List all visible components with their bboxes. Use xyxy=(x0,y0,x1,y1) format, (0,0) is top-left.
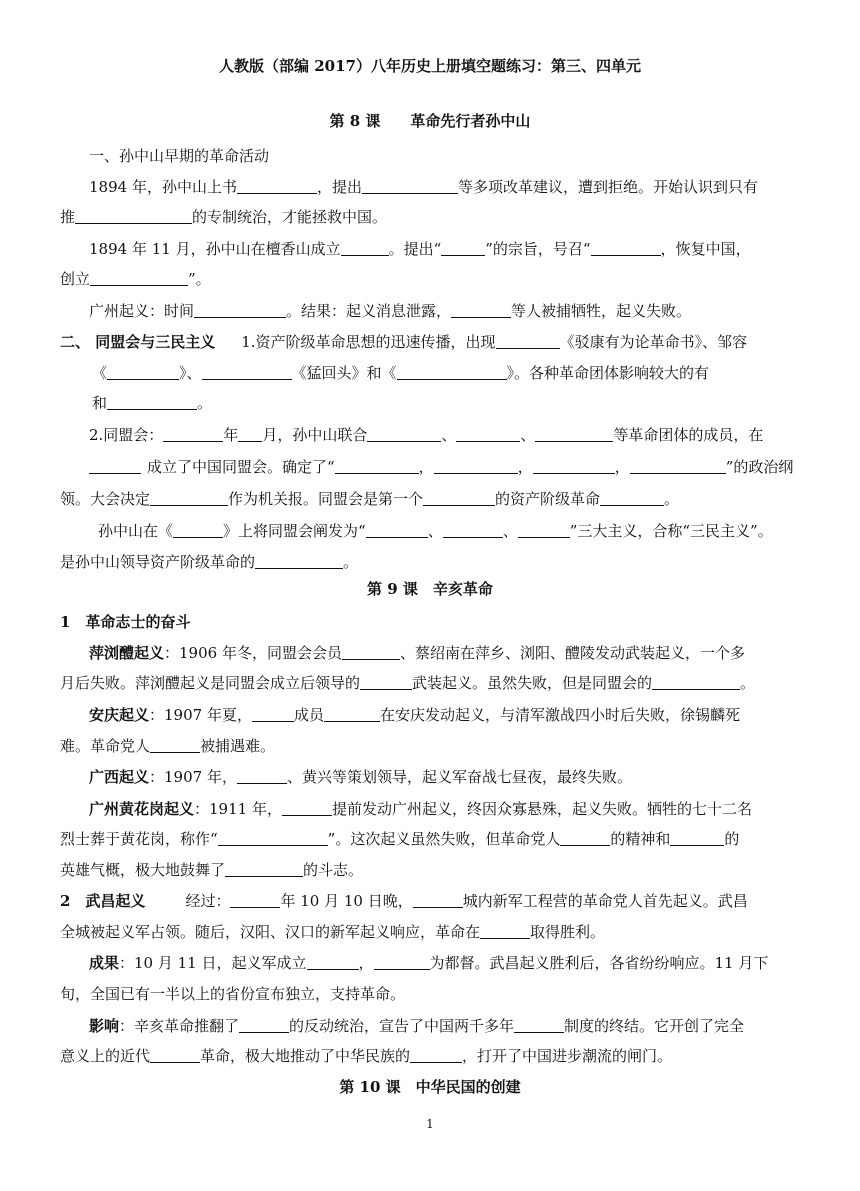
blank[interactable] xyxy=(514,1017,564,1033)
blank[interactable] xyxy=(218,830,328,846)
paragraph: 广州起义：时间 。结果：起义消息泄露， 等人被捕牺牲，起义失败。 xyxy=(89,302,692,320)
blank[interactable] xyxy=(324,706,380,722)
blank[interactable] xyxy=(163,426,223,442)
blank[interactable] xyxy=(237,178,317,194)
blank[interactable] xyxy=(423,490,495,506)
paragraph: 烈士葬于黄花岗，称作“ ”。这次起义虽然失败，但革命党人 的精神和 的 xyxy=(60,830,740,848)
paragraph: 2.同盟会： 年 月，孙中山联合 、 、 等革命团体的成员，在 xyxy=(89,426,764,444)
blank[interactable] xyxy=(335,458,419,474)
blank[interactable] xyxy=(362,178,458,194)
paragraph: 广州黄花岗起义：1911 年， 提前发动广州起义，终因众寡悬殊，起义失败。牺牲的七十二名 xyxy=(89,800,752,818)
blank[interactable] xyxy=(451,302,511,318)
blank[interactable] xyxy=(252,706,294,722)
lesson-10-heading: 第 10 课 中华民国的创建 xyxy=(339,1078,521,1096)
blank[interactable] xyxy=(107,394,197,410)
blank[interactable] xyxy=(374,954,430,970)
blank[interactable] xyxy=(434,458,518,474)
blank[interactable] xyxy=(518,522,570,538)
paragraph: 《 》、 《猛回头》和《 》。各种革命团体影响较大的有 xyxy=(92,364,710,382)
blank[interactable] xyxy=(360,674,412,690)
blank[interactable] xyxy=(150,737,200,753)
section-early-activities-title: 一、孙中山早期的革命活动 xyxy=(89,147,270,165)
blank[interactable] xyxy=(255,553,343,569)
blank[interactable] xyxy=(652,674,740,690)
paragraph: 1894 年，孙中山上书 ，提出 等多项改革建议，遭到拒绝。开始认识到只有 xyxy=(89,178,758,196)
blank[interactable] xyxy=(307,954,359,970)
section-tongmenghui-title: 二、 同盟会与三民主义 xyxy=(60,333,216,351)
blank[interactable] xyxy=(591,240,661,256)
blank[interactable] xyxy=(150,490,228,506)
blank[interactable] xyxy=(89,458,141,474)
blank[interactable] xyxy=(496,333,560,349)
blank[interactable] xyxy=(75,208,192,224)
section-wuchang-title: 2 武昌起义 xyxy=(60,892,146,910)
paragraph: 难。革命党人 被捕遇难。 xyxy=(60,737,276,755)
blank[interactable] xyxy=(533,458,615,474)
blank[interactable] xyxy=(239,1017,289,1033)
page-title: 人教版（部编 2017）八年历史上册填空题练习：第三、四单元 xyxy=(219,57,641,75)
page-number: 1 xyxy=(426,1117,434,1131)
blank[interactable] xyxy=(194,302,286,318)
paragraph: 英雄气概，极大地鼓舞了 的斗志。 xyxy=(60,861,364,879)
blank[interactable] xyxy=(202,364,292,380)
blank[interactable] xyxy=(441,240,485,256)
paragraph: 成立了中国同盟会。确定了“ ， ， ， ”的政治纲 xyxy=(89,458,793,476)
paragraph: 安庆起义：1907 年夏， 成员 在安庆发动起义，与清军激战四小时后失败，徐锡麟死 xyxy=(89,706,740,724)
blank[interactable] xyxy=(560,830,610,846)
blank[interactable] xyxy=(107,364,179,380)
blank[interactable] xyxy=(630,458,726,474)
blank[interactable] xyxy=(150,1047,200,1063)
paragraph: 全城被起义军占领。随后，汉阳、汉口的新军起义响应，革命在 取得胜利。 xyxy=(60,923,606,941)
blank[interactable] xyxy=(480,923,530,939)
paragraph: 广西起义：1907 年， 、黄兴等策划领导，起义军奋战七昼夜，最终失败。 xyxy=(89,768,632,786)
paragraph: 意义上的近代 革命，极大地推动了中华民族的 ，打开了中国进步潮流的闸门。 xyxy=(60,1047,673,1065)
paragraph: 二、 同盟会与三民主义 1.资产阶级革命思想的迅速传播，出现 《驳康有为论革命书》、邹容 xyxy=(60,333,748,351)
blank[interactable] xyxy=(367,426,441,442)
blank[interactable] xyxy=(456,426,520,442)
paragraph: 旬，全国已有一半以上的省份宣布独立，支持革命。 xyxy=(60,985,406,1003)
blank[interactable] xyxy=(366,522,428,538)
blank[interactable] xyxy=(342,644,400,660)
paragraph: 推 的专制统治，才能拯救中国。 xyxy=(60,208,388,226)
paragraph: 成果：10 月 11 日，起义军成立 ， 为都督。武昌起义胜利后，各省纷纷响应。11 月下 xyxy=(89,954,769,972)
blank[interactable] xyxy=(230,892,280,908)
blank[interactable] xyxy=(238,426,262,442)
paragraph: 孙中山在《 》上将同盟会阐发为“ 、 、 ”三大主义，合称“三民主义”。 xyxy=(98,522,773,540)
paragraph: 1894 年 11 月，孙中山在檀香山成立 。提出“ ”的宗旨，号召“ ，恢复中国， xyxy=(89,240,751,258)
paragraph: 月后失败。萍浏醴起义是同盟会成立后领导的 武装起义。虽然失败，但是同盟会的 。 xyxy=(60,674,756,692)
blank[interactable] xyxy=(90,270,188,286)
blank[interactable] xyxy=(397,364,507,380)
blank[interactable] xyxy=(535,426,613,442)
blank[interactable] xyxy=(282,800,332,816)
paragraph: 2 武昌起义 经过： 年 10 月 10 日晚， 城内新军工程营的革命党人首先起义。武昌 xyxy=(60,892,748,910)
paragraph: 领。大会决定 作为机关报。同盟会是第一个 的资产阶级革命 。 xyxy=(60,490,680,508)
blank[interactable] xyxy=(413,892,463,908)
paragraph: 创立 ”。 xyxy=(60,270,211,288)
blank[interactable] xyxy=(237,768,287,784)
lesson-9-heading: 第 9 课 辛亥革命 xyxy=(367,580,493,598)
paragraph: 是孙中山领导资产阶级革命的 。 xyxy=(60,553,359,571)
blank[interactable] xyxy=(225,861,303,877)
paragraph: 影响：辛亥革命推翻了 的反动统治，宣告了中国两千多年 制度的终结。它开创了完全 xyxy=(89,1017,745,1035)
blank[interactable] xyxy=(670,830,724,846)
blank[interactable] xyxy=(443,522,503,538)
blank[interactable] xyxy=(173,522,223,538)
blank[interactable] xyxy=(341,240,389,256)
blank[interactable] xyxy=(410,1047,462,1063)
blank[interactable] xyxy=(600,490,664,506)
paragraph: 和 。 xyxy=(92,394,213,412)
section-revolutionaries-title: 1 革命志士的奋斗 xyxy=(60,613,191,631)
lesson-8-heading: 第 8 课 革命先行者孙中山 xyxy=(329,112,531,130)
paragraph: 萍浏醴起义：1906 年冬，同盟会会员 、蔡绍南在萍乡、浏阳、醴陵发动武装起义，一个多 xyxy=(89,644,745,662)
